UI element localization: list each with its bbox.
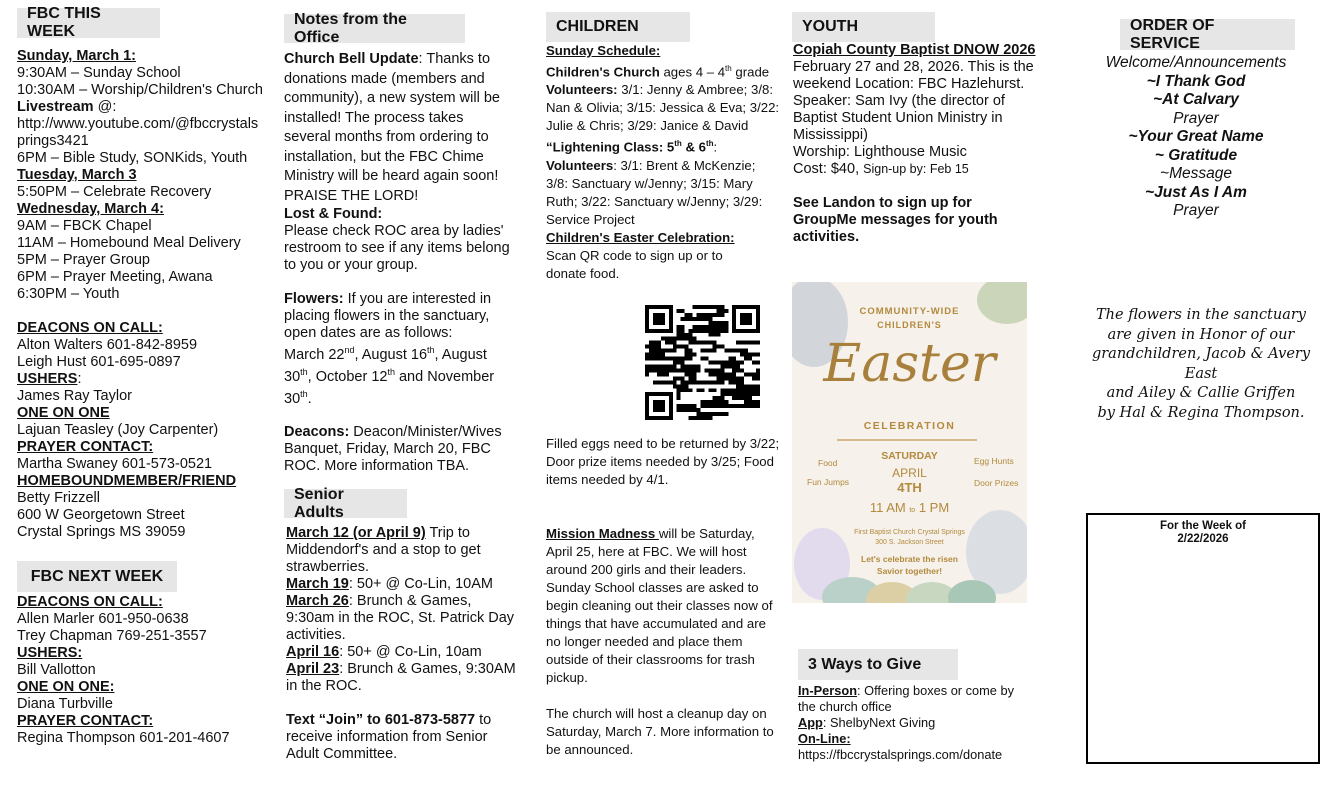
next-prayer-label: PRAYER CONTACT: [17,713,154,729]
flowers-sup: th [300,388,308,399]
give-online-url[interactable]: https://fbccrystalsprings.com/donate [798,747,1003,762]
easter-poster [792,282,1027,603]
bell-update [284,50,514,206]
flowers-dates [284,342,506,407]
poster-time [792,500,1027,515]
poster-church: First Baptist Church Crystal Springs [854,529,965,536]
lost-text: Please check ROC area by ladies' restroom to see if any items belong to you or your group. [284,223,510,273]
flowers-dedication [1078,306,1324,423]
text-join [286,712,521,763]
flowers-date: , August 30 [284,346,487,385]
flowers-date: , August 16 [354,346,428,363]
next-prayer-entry: Regina Thompson 601-201-4607 [17,730,230,746]
childrens-church-label: Children's Church [546,64,660,80]
poster-egg-hunts: Egg Hunts [974,456,1014,466]
mission-text: will be Saturday, April 25, here at FBC. We will host around 200 girls and their leaders. Sunday School classes are asked to begin cleaning out their classes now of things that have accumulated and are no longer needed and place them outside of their classrooms for trash pickup. [546,526,773,685]
poster-fourth: 4TH [897,480,922,495]
week-date: 2/22/2026 [1177,533,1229,545]
senior-item [286,576,521,593]
senior-item-text: : 50+ @ Co-Lin, 10AM [348,576,493,592]
poster-tagline: Let's celebrate the risen Savior together! [861,554,958,576]
children-content-lower [546,435,781,759]
wednesday-item: 6PM – Prayer Meeting, Awana [17,269,213,285]
livestream-url[interactable]: http://www.youtube.com/@fbccrystals [17,116,259,132]
notes-heading: Notes from the Office [284,14,465,43]
senior-item-text: : Brunch & Games, 9:30am in the ROC, St. Patrick Day activities. [286,593,515,643]
bell-text: : Thanks to donations made (members and community), a new system will be installed! The process takes several months from ordering to installation, but the FBC Chime Ministry will be heard again soon! PRAISE THE LORD! [284,51,500,204]
service-item: ~ Gratitude [1154,146,1238,164]
give-app-text: : ShelbyNext Giving [822,715,936,730]
flowers-dedication-line: The flowers in the sanctuary [1096,307,1306,323]
deacon-entry: Alton Walters 601-842-8959 [17,337,198,353]
children-heading: CHILDREN [546,12,690,42]
poster-time-end: 1 PM [918,500,950,515]
dnow-title: Copiah County Baptist DNOW 2026 [793,42,1036,58]
give-app [798,715,1018,731]
lightening-sup: th [674,139,682,149]
flowers-sup: th [387,366,395,377]
next-deacon-entry: Allen Marler 601-950-0638 [17,611,189,627]
senior-content [286,525,521,763]
next-one-on-one-entry: Diana Turbville [17,696,113,712]
deacons-title: Deacons: [284,424,350,441]
poster-fun-jumps: Fun Jumps [807,477,850,487]
poster-script: Easter [823,334,996,394]
poster-time-start: 11 AM [869,500,906,515]
service-item: ~Message [1160,165,1232,182]
fbc-next-week-heading: FBC NEXT WEEK [17,561,177,592]
cleanup-text: The church will host a cleanup day on Saturday, March 7. More information to be announced. [546,706,774,757]
poster-door-prizes: Door Prizes [974,478,1019,488]
wednesday-item: 5PM – Prayer Group [17,252,150,268]
worship-line: Worship: Lighthouse Music [793,144,967,160]
order-of-service-heading: ORDER OF SERVICE [1120,19,1295,50]
wednesday-heading: Wednesday, March 4: [17,201,164,217]
next-ushers-label: USHERS: [17,645,83,661]
give-inperson-text: : Offering boxes or come by the church office [798,683,1014,714]
deacons-on-call-label: DEACONS ON CALL: [17,320,163,336]
senior-item [286,525,521,576]
tuesday-item: 5:50PM – Celebrate Recovery [17,184,212,200]
lightening-label: “Lightening Class: 5 [546,139,675,155]
next-deacon-entry: Trey Chapman 769-251-3557 [17,628,207,644]
mission-madness [546,525,781,687]
text-join-number: Text “Join” to 601-873-5877 [286,712,476,728]
text-join-rest: to receive information from Senior Adult Committee. [286,712,492,762]
deacons-note [284,424,514,475]
week-label: For the Week of [1159,520,1247,532]
volunteers-text: 3/1: Jenny & Ambree; 3/8: Nan & Olivia; 3/15: Jessica & Eva; 3/22: Julie & Chris; 3/29: Janice & David [546,82,780,134]
bell-title: Church Bell Update [284,51,419,67]
next-one-on-one-label: ONE ON ONE: [17,679,115,695]
volunteers [546,81,781,135]
volunteers-label: Volunteers: [546,82,618,98]
childrens-church-grade: grade [731,64,770,80]
wednesday-item: 11AM – Homebound Meal Delivery [17,235,241,251]
sunday-evening: 6PM – Bible Study, SONKids, Youth [17,150,248,166]
lightening-colon: : [713,139,718,155]
prayer-contact-entry: Martha Swaney 601-573-0521 [17,456,213,472]
service-item: Prayer [1173,202,1219,219]
sunday-heading: Sunday, March 1: [17,48,136,64]
flowers-note [284,291,514,342]
flowers-text: If you are interested in placing flowers in the sanctuary, open dates are as follows: [284,291,492,341]
homebound-entry: 600 W Georgetown Street [17,507,185,523]
flowers-sup: nd [344,345,355,355]
poster-april: APRIL [892,466,927,480]
tuesday-heading: Tuesday, March 3 [17,167,137,183]
service-item: ~Just As I Am [1145,183,1247,201]
senior-item-date: April 16 [286,644,340,660]
bulletin-week-box [1086,513,1320,764]
flowers-date: , October 12 [307,368,388,385]
volunteers2 [546,157,781,229]
flowers-dedication-line: grandchildren, Jacob & Avery East [1091,346,1311,382]
poster-address: 300 S. Jackson Street [875,539,944,546]
senior-item-text: : Brunch & Games, 9:30AM in the ROC. [286,661,516,694]
fbc-next-week-content [17,594,272,747]
service-item: Welcome/Announcements [1105,54,1287,71]
poster-saturday: SATURDAY [881,450,938,462]
poster-time-to: to [909,507,916,514]
service-item: ~Your Great Name [1128,128,1264,145]
mission-title: Mission Madness [546,526,659,541]
youth-content [793,42,1043,246]
childrens-church-text: ages 4 – 4 [659,64,726,80]
senior-item-date: March 19 [286,576,349,592]
livestream-label: Livestream [17,99,94,115]
flowers-dedication-line: and Ailey & Callie Griffen [1106,385,1296,401]
lightening-mid: & 6 [681,139,706,155]
notes-content [284,50,514,475]
ushers-label: USHERS [17,371,78,387]
senior-adults-heading: Senior Adults [284,489,407,518]
flowers-sup: th [300,366,308,377]
flowers-date: March 22 [284,346,345,363]
deacon-entry: Leigh Hust 601-695-0897 [17,354,181,370]
lightening-sup: th [705,139,714,149]
livestream-at: @: [93,99,117,115]
wednesday-item: 9AM – FBCK Chapel [17,218,152,234]
cost-text: Cost: $40, [793,161,864,177]
childrens-church [546,60,781,81]
next-usher-entry: Bill Vallotton [17,662,96,678]
poster-line2: CHILDREN'S [877,320,942,330]
order-of-service-list [1090,54,1302,221]
give-app-label: App [798,715,823,730]
sunday-schedule: Sunday Schedule: [546,43,661,58]
one-on-one-entry: Lajuan Teasley (Joy Carpenter) [17,422,219,438]
give-inperson-label: In-Person [798,683,858,698]
livestream-line [17,99,272,116]
qr-code-icon[interactable] [645,305,760,420]
deacons-text: Deacon/Minister/Wives Banquet, Friday, March 20, FBC ROC. More information TBA. [284,424,502,475]
homebound-label: HOMEBOUNDMEMBER/FRIEND [17,473,237,489]
flowers-sup: th [427,345,435,355]
service-item: ~At Calvary [1153,91,1239,108]
childrens-church-sup: th [725,64,732,73]
sunday-item: 10:30AM – Worship/Children's Church [17,82,263,98]
senior-item [286,661,521,695]
poster-line1: COMMUNITY-WIDE [859,306,960,317]
homebound-entry: Crystal Springs MS 39059 [17,524,186,540]
senior-item-date: March 12 (or April 9) [286,525,426,541]
sunday-item: 9:30AM – Sunday School [17,65,181,81]
fbc-this-week-heading: FBC THIS WEEK [17,8,160,38]
dnow-text: February 27 and 28, 2026. This is the weekend Location: FBC Hazlehurst. Speaker: Sam Ivy (the director of Baptist Student Union Ministry in Mississippi) [793,59,1034,143]
volunteers2-text: : 3/1: Brent & McKenzie; 3/8: Sanctuary w/Jenny; 3/15: Mary Ruth; 3/22: Sanctuary w/Jenny; 3/29: Service Project [546,157,763,227]
easter-title: Children's Easter Celebration: [546,229,735,245]
flowers-title: Flowers: [284,291,344,307]
landon-note: See Landon to sign up for GroupMe messages for youth activities. [793,195,998,245]
give-inperson [798,683,1018,715]
prayer-contact-label: PRAYER CONTACT: [17,439,154,455]
eggs-text: Filled eggs need to be returned by 3/22; Door prize items needed by 3/25; Food items needed by 4/1. [546,436,780,487]
fbc-this-week-content [17,48,272,541]
volunteers2-label: Volunteers [546,157,614,173]
poster-food: Food [818,458,838,468]
cost-signup: Sign-up by: Feb 15 [863,162,969,176]
ways-to-give-heading: 3 Ways to Give [798,649,958,680]
service-item: ~I Thank God [1146,72,1246,90]
cost-line [793,161,1043,178]
senior-item-date: March 26 [286,593,349,609]
one-on-one-label: ONE ON ONE [17,405,110,421]
senior-item-text: Trip to Middendorf's and a stop to get strawberries. [286,525,481,575]
wednesday-item: 6:30PM – Youth [17,286,120,302]
senior-item-text: : 50+ @ Co-Lin, 10am [339,644,482,660]
senior-item [286,593,521,644]
homebound-entry: Betty Frizzell [17,490,100,506]
usher-entry: James Ray Taylor [17,388,132,404]
ushers-colon: : [77,371,82,387]
next-deacons-label: DEACONS ON CALL: [17,594,163,610]
service-item: Prayer [1173,109,1219,127]
children-content [546,42,781,283]
give-content [798,683,1018,763]
poster-celebration: CELEBRATION [863,420,956,432]
livestream-url-cont[interactable]: prings3421 [17,133,89,149]
flowers-dedication-line: are given in Honor of our [1107,326,1295,343]
flowers-date: and November 30 [284,368,495,407]
flowers-date: . [307,390,312,407]
youth-heading: YOUTH [792,12,935,42]
lightening-class [546,135,781,156]
lost-title: Lost & Found: [284,206,383,222]
easter-text: Scan QR code to sign up or to donate food. [546,247,723,281]
senior-item-date: April 23 [286,661,340,677]
flowers-dedication-line: by Hal & Regina Thompson. [1097,404,1305,421]
senior-item [286,644,521,661]
give-online-label: On-Line: [798,731,851,746]
